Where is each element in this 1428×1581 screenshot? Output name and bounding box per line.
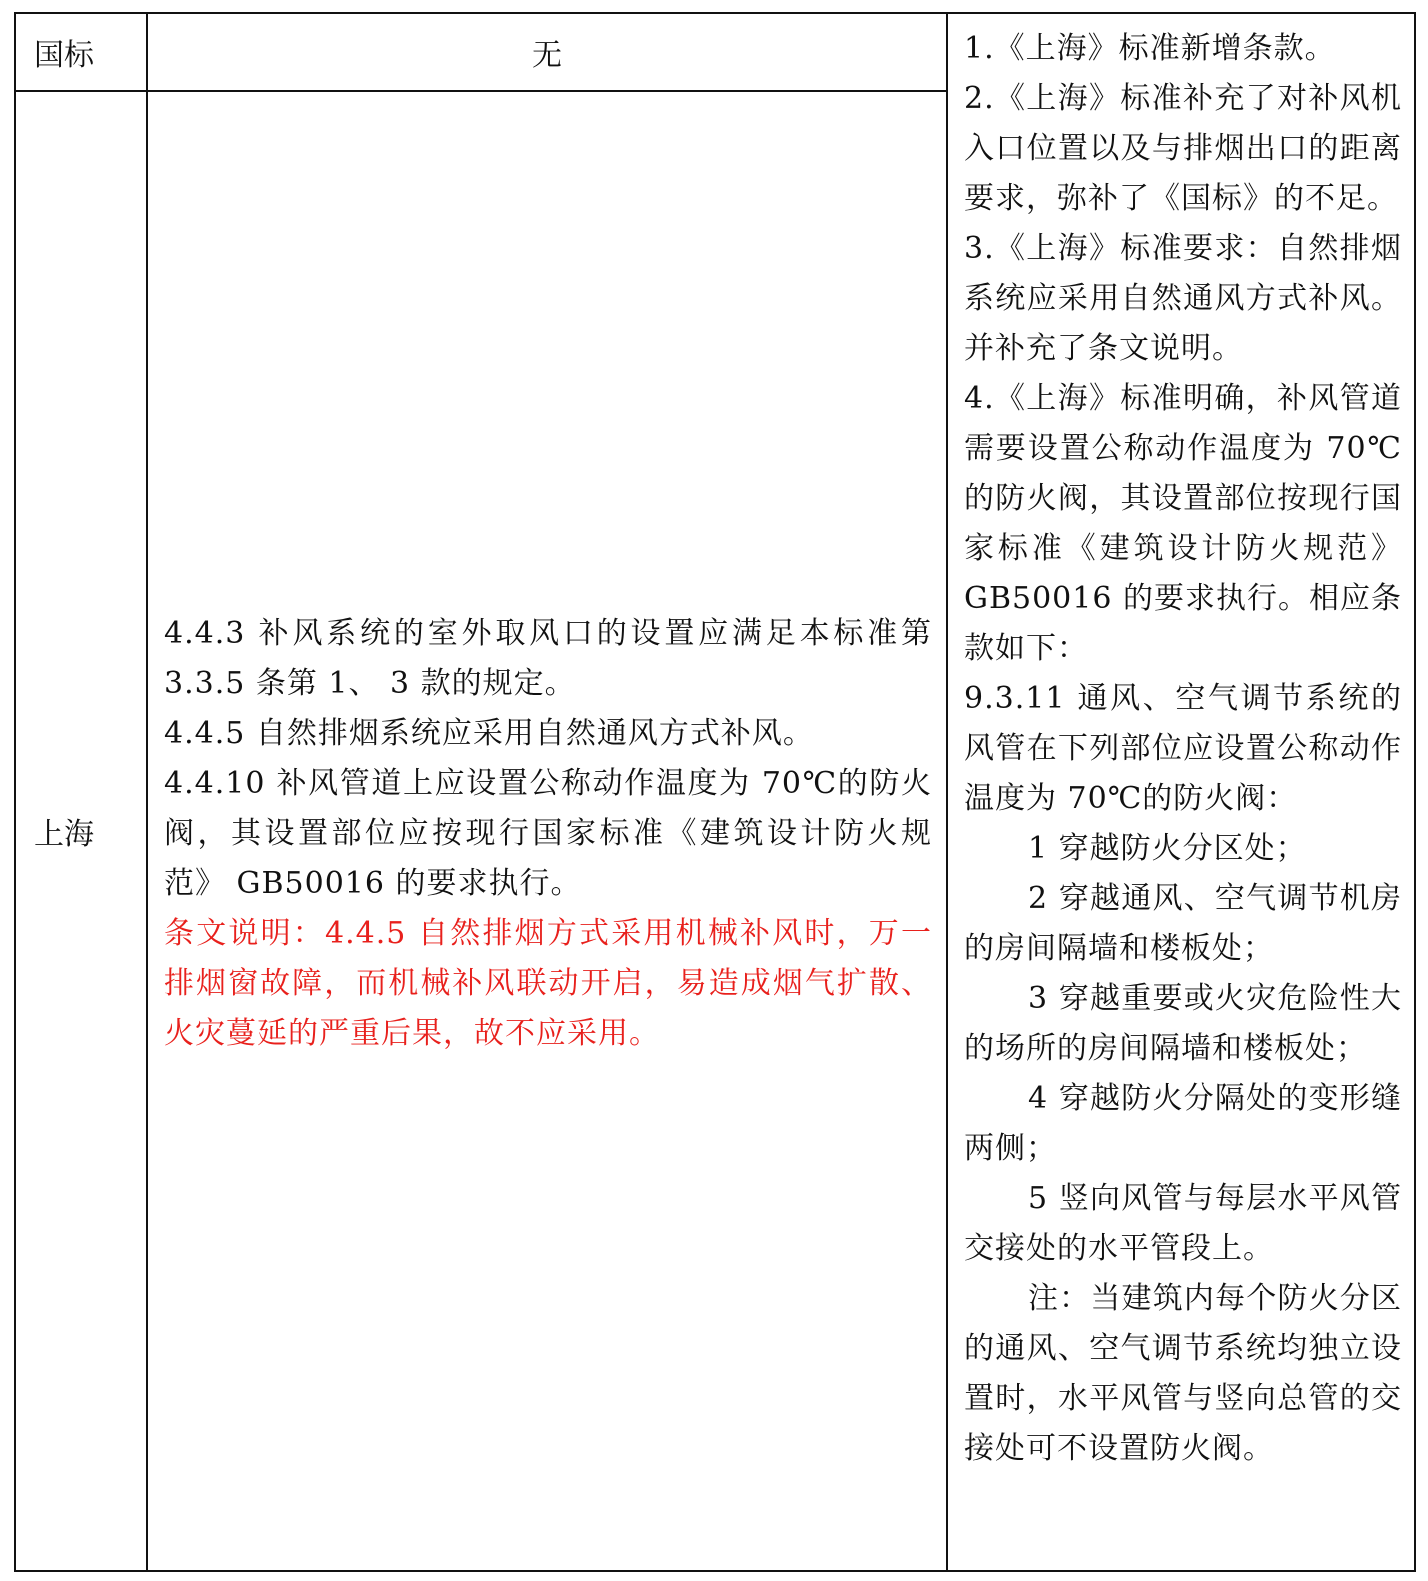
region-cell-shanghai: [15, 91, 147, 1571]
region-label: 上海: [34, 817, 94, 852]
clause-paragraph: 4.4.3 补风系统的室外取风口的设置应满足本标准第 3.3.5 条第 1、 3 款的规定。: [164, 616, 932, 701]
analysis-cell: [947, 13, 1415, 1571]
shanghai-content-cell: [147, 91, 947, 1571]
region-label: 国标: [34, 38, 94, 73]
analysis-paragraph: 1.《上海》标准新增条款。: [964, 31, 1336, 66]
analysis-list-item: 4 穿越防火分隔处的变形缝两侧；: [964, 1081, 1402, 1166]
clause-paragraph: 4.4.10 补风管道上应设置公称动作温度为 70℃的防火阀，其设置部位应按现行国家标准《建筑设计防火规范》 GB50016 的要求执行。: [164, 766, 932, 901]
region-cell-national: [15, 13, 147, 91]
analysis-paragraph: 3.《上海》标准要求：自然排烟系统应采用自然通风方式补风。并补充了条文说明。: [964, 231, 1402, 366]
clause-paragraph: 4.4.5 自然排烟系统应采用自然通风方式补风。: [164, 716, 814, 751]
analysis-list-item: 1 穿越防火分区处；: [1028, 831, 1307, 866]
none-text: 无: [532, 38, 562, 73]
analysis-paragraph: 2.《上海》标准补充了对补风机入口位置以及与排烟出口的距离要求，弥补了《国标》的不足。: [964, 81, 1402, 216]
analysis-paragraph: 4.《上海》标准明确，补风管道需要设置公称动作温度为 70℃的防火阀，其设置部位按现行国家标准《建筑设计防火规范》GB50016 的要求执行。相应条款如下：: [964, 381, 1402, 666]
analysis-list-item: 2 穿越通风、空气调节机房的房间隔墙和楼板处；: [964, 881, 1402, 966]
comparison-table: [14, 12, 1416, 1572]
table-row: [15, 13, 1415, 91]
national-content-cell: [147, 13, 947, 91]
analysis-note: 注：当建筑内每个防火分区的通风、空气调节系统均独立设置时，水平风管与竖向总管的交接处可不设置防火阀。: [964, 1281, 1402, 1466]
analysis-paragraph: 9.3.11 通风、空气调节系统的风管在下列部位应设置公称动作温度为 70℃的防火阀：: [964, 681, 1402, 816]
clause-explanation: 条文说明：4.4.5 自然排烟方式采用机械补风时，万一排烟窗故障，而机械补风联动开启，易造成烟气扩散、火灾蔓延的严重后果，故不应采用。: [164, 916, 932, 1051]
analysis-list-item: 5 竖向风管与每层水平风管交接处的水平管段上。: [964, 1181, 1402, 1266]
analysis-list-item: 3 穿越重要或火灾危险性大的场所的房间隔墙和楼板处；: [964, 981, 1402, 1066]
